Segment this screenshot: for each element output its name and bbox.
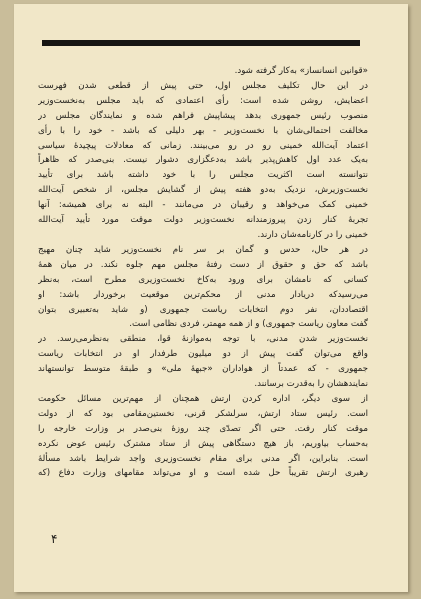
text-line: به‌حساب بیاوریم، باز هیچ دستگاهی پیش از ستاد مشترک رئیس عوض نکرده [38,438,368,449]
text-line: خمینی را در کارنامه‌شان دارند. [257,229,368,240]
text-line: می‌رسیدکه دریادار مدنی از محکم‌ترین موقعیت برخوردار باشد: او [38,289,368,300]
text-line: تجربهٔ کنار زدن پیروزمندانه نخست‌وزیر دولت موقت مورد تأیید آیت‌الله [38,215,368,226]
text-line: نخست‌وزیرش، نزدیک به‌دو هفته پیش از گشایش مجلس، از شخص آیت‌الله [38,185,368,196]
text-line: اعتماد آیت‌الله خمینی رو در رو می‌بینند. زمانی که معادلات پیچیدهٔ سیاسی [38,140,368,151]
text-line: است. رئیس ستاد ارتش، سرلشکر قرنی، نخستین‌مقامی بود که از دولت [38,408,368,419]
text-line: واقع می‌توان گفت پیش از دو میلیون طرفدار او در انتخابات ریاست [38,349,368,360]
paragraph-3 [38,243,368,332]
text-line: گفت معاون ریاست جمهوری) و از همه مهمتر، فردی نظامی است. [129,319,368,330]
text-line: کسانی که نامشان برای ورود به‌کاخ نخست‌وزیری مطرح است، به‌نظر [38,274,368,285]
paragraph-5 [38,392,368,481]
body-text [38,64,368,481]
text-line: نمایندهشان را به‌قدرت برسانند. [254,379,368,390]
text-line: جمهوری - که عمدتاً از هواداران «جبههٔ ملی» و طبقهٔ متوسط توانستهاند [38,364,368,375]
text-line: نخست‌وزیر شدن مدنی، با توجه به‌موازنهٔ قوا، منطقی به‌نظرمی‌رسد. در [38,334,368,345]
text-line: اقتصاددان، نفر دوم انتخابات ریاست جمهوری (و شاید به‌تعبیری بتوان [38,304,368,315]
text-line: به‌یک عدد اول کاهش‌پذیر باشد به‌دعگزاری دشوار نیست. بنی‌صدر که ظاهراً [38,155,368,166]
text-line: باشد که حق و حقوق از دست رفتهٔ مجلس مهم جلوه نکند. در میان همهٔ [38,259,368,270]
book-page [14,4,408,592]
text-line: است. بنابراین، اگر مدنی برای مقام نخست‌وزیری واجد شرایط باشد مسألهٔ [38,453,368,464]
text-line: خمینی کمک می‌خواهد و رقیبان در می‌مانند - البته نه برای همیشه: آنها [38,200,368,211]
text-line: در این حال تکلیف مجلس اول، حتی پیش از قطعی شدن فهرست [38,80,368,91]
text-line: رهبری ارتش تقریباً حل شده است و او می‌تواند مقامهای وزارت دفاع (که [38,468,368,479]
paragraph-1 [38,64,368,79]
paragraph-2 [38,79,368,243]
text-line: منصوب رئیس جمهوری بدهد پیشاپیش فراهم شده و نمایندگان مجلس در [38,110,368,121]
header-rule [42,40,360,46]
text-line: مخالفت احتمالی‌شان با نخست‌وزیر - بهر دلیلی که باشد - خود را با رأی [38,125,368,136]
paragraph-4 [38,332,368,392]
text-line: موقت کنار رفت. حتی اگر تصدّی چند روزهٔ بنی‌صدر بر وزارت خارجه را [38,423,368,434]
text-line: «قوانین انسانساز» به‌کار گرفته شود. [234,66,368,76]
text-line: نتوانسته است اکثریت مجلس را با خود داشته باشد برای تأیید [38,170,368,181]
page-number: ۴ [51,532,58,546]
text-line: در هر حال، حدس و گمان بر سر نام نخست‌وزیر شاید چنان مهیج [38,244,368,255]
text-line: از سوی دیگر، اداره کردن ارتش همچنان از مهم‌ترین مسائل حکومت [38,393,368,404]
text-line: اعضایش، روشن شده است: رأی اعتمادی که باید مجلس به‌نخست‌وزیر [38,95,368,106]
